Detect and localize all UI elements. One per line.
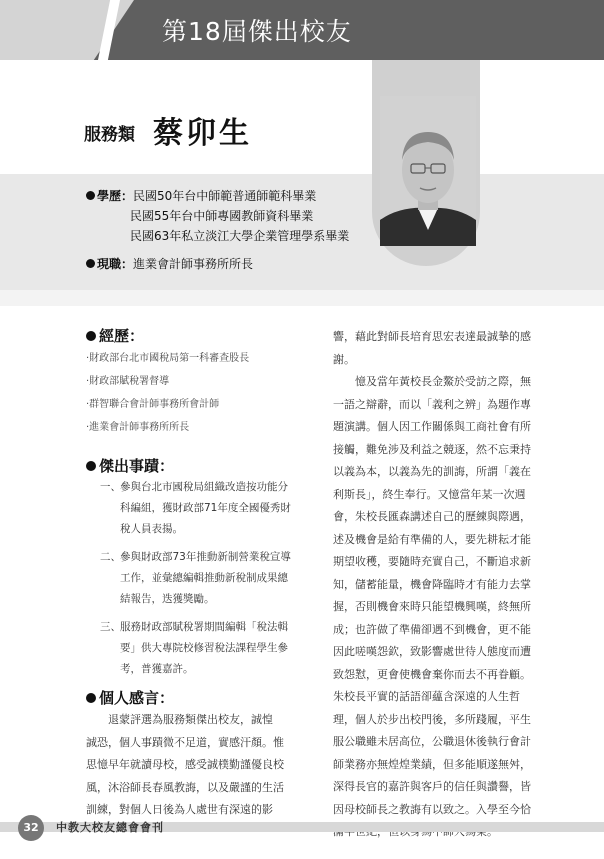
reflection-line: 深得長官的嘉許與客戶的信任與讚譽，皆: [333, 780, 531, 793]
achievement-line: 參與財政部73年推動新制營業稅宣導: [120, 551, 291, 563]
achievements-heading-text: 傑出事蹟：: [99, 457, 175, 475]
reflection-line: 成；也許做了準備卻遇不到機會，更不能: [333, 622, 531, 636]
bullet-icon: [86, 461, 96, 471]
achievement-line: 科編組，獲財政部71年度全國優秀財: [120, 502, 291, 514]
achievement-line: 參與台北市國稅局組織改造按功能分: [120, 481, 288, 493]
achievement-number: 三、: [100, 621, 121, 633]
reflection-line: 風，沐浴師長春風教誨，以及嚴謹的生活: [86, 780, 284, 794]
reflection-line: 述及機會是給有準備的人，要先耕耘才能: [333, 532, 531, 546]
experience-item: ‧群智聯合會計師事務所會計師: [86, 399, 220, 410]
achievement-item: [86, 617, 304, 680]
right-column: [333, 326, 533, 844]
reflection-line: 因此嗟嘆怨欽，致影響處世待人態度而遭: [333, 645, 531, 658]
reflection-line: 致怨懟，更會使機會棄你而去不再眷顧。: [333, 667, 531, 681]
experience-heading: [86, 325, 304, 347]
bullet-icon: [86, 693, 96, 703]
reflection-line: 響，藉此對師長培育思宏表達最誠摯的感: [333, 330, 531, 343]
reflection-line: 理，個人於步出校門後，多所踐履，平生: [333, 712, 531, 726]
experience-heading-text: 經歷：: [99, 327, 145, 345]
education-item: 民國63年私立淡江大學企業管理學系畢業: [130, 229, 350, 243]
achievement-item: [86, 547, 304, 610]
reflection-line: 會，朱校長匯森講述自己的歷練與際遇，: [333, 510, 531, 523]
reflection-line: 以義為本，以義為先的訓誨，所謂「義在: [333, 465, 531, 478]
achievement-line: 結報告，迭獲獎勵。: [120, 593, 215, 605]
current-value: 進業會計師事務所所長: [133, 257, 254, 271]
achievement-line: 考，普獲嘉許。: [120, 663, 194, 675]
education-item: 民國50年台中師範普通師範科畢業: [133, 189, 317, 203]
education-row-1: [86, 186, 349, 206]
bullet-icon: [86, 191, 95, 200]
reflection-line: 誠恐，個人事蹟微不足道，實感汗顏。惟: [86, 735, 284, 749]
reflection-line: 謝。: [333, 352, 355, 366]
reflection-line: 憶及當年黃校長金鰲於受訪之際，無: [355, 375, 531, 388]
reflection-line: 題演講。個人因工作關係與工商社會有所: [333, 420, 531, 433]
experience-item: ‧進業會計師事務所所長: [86, 422, 190, 433]
reflection-line: 知，儲蓄能量，機會降臨時才有能力去掌: [333, 577, 531, 591]
achievement-line: 服務財政部賦稅署期間編輯「稅法輯: [120, 621, 288, 633]
reflection-line: 思憶早年就讀母校，感受誠樸勤謹優良校: [86, 758, 284, 771]
reflection-text: [86, 709, 304, 822]
left-column: [86, 325, 304, 822]
person-name: 蔡卯生: [153, 116, 252, 151]
education-label: 學歷：: [97, 189, 134, 203]
portrait-photo: [380, 96, 476, 246]
profile-band-lower: [0, 290, 604, 306]
reflection-line: 朱校長平實的話語卻蘊含深遠的人生哲: [333, 690, 520, 703]
achievement-line: 要」供大專院校修習稅法課程學生參: [120, 642, 288, 654]
reflection-line: 服公職雖未居高位，公職退休後執行會計: [333, 735, 531, 748]
current-position: [86, 255, 253, 272]
reflection-line: 接觸，難免涉及利益之競逐，然不忘秉持: [333, 442, 531, 456]
header-banner: [0, 0, 604, 60]
education-block: [86, 186, 349, 246]
bullet-icon: [86, 259, 95, 268]
experience-item: ‧財政部賦稅署督導: [86, 376, 170, 387]
page-number: 32: [18, 815, 44, 841]
current-label: 現職：: [97, 257, 134, 271]
award-category: 服務類: [84, 125, 135, 145]
achievement-number: 二、: [100, 551, 121, 563]
reflection-line: 利斯長」，終生奉行。又憶當年某一次週: [333, 487, 526, 501]
reflection-heading: [86, 687, 304, 709]
bullet-icon: [86, 331, 96, 341]
reflection-line: 一語之辯辭，而以「義利之辨」為題作專: [333, 397, 531, 411]
reflection-heading-text: 個人感言：: [99, 689, 175, 707]
reflection-line: 退蒙評選為服務類傑出校友，誠惶: [108, 713, 273, 726]
achievement-line: 工作，並彙總編輯推動新稅制成果總: [120, 572, 288, 584]
achievement-item: [86, 477, 304, 540]
experience-item: ‧財政部台北市國稅局第一科審查股長: [86, 353, 250, 364]
reflection-line: 因母校師長之教誨有以致之。入學至今恰: [333, 802, 531, 816]
achievement-number: 一、: [100, 481, 121, 493]
reflection-line: 期望收穫，要隨時充實自己，不斷追求新: [333, 555, 531, 568]
page-title: 第18屆傑出校友: [162, 17, 352, 46]
reflection-line: 師業務亦無煌煌業績，但多能順遂無舛，: [333, 757, 531, 771]
education-item: 民國55年台中師專國教師資科畢業: [130, 209, 314, 223]
achievement-line: 稅人員表揚。: [120, 523, 183, 535]
reflection-line: 訓練，對個人日後為人處世有深遠的影: [86, 803, 273, 816]
reflection-line: 握，否則機會來時只能望機興嘆，終無所: [333, 600, 531, 613]
achievements-heading: [86, 455, 304, 477]
education-row-3: [86, 226, 349, 246]
education-row-2: [86, 206, 349, 226]
publication-title: 中教大校友總會會刊: [56, 821, 164, 834]
